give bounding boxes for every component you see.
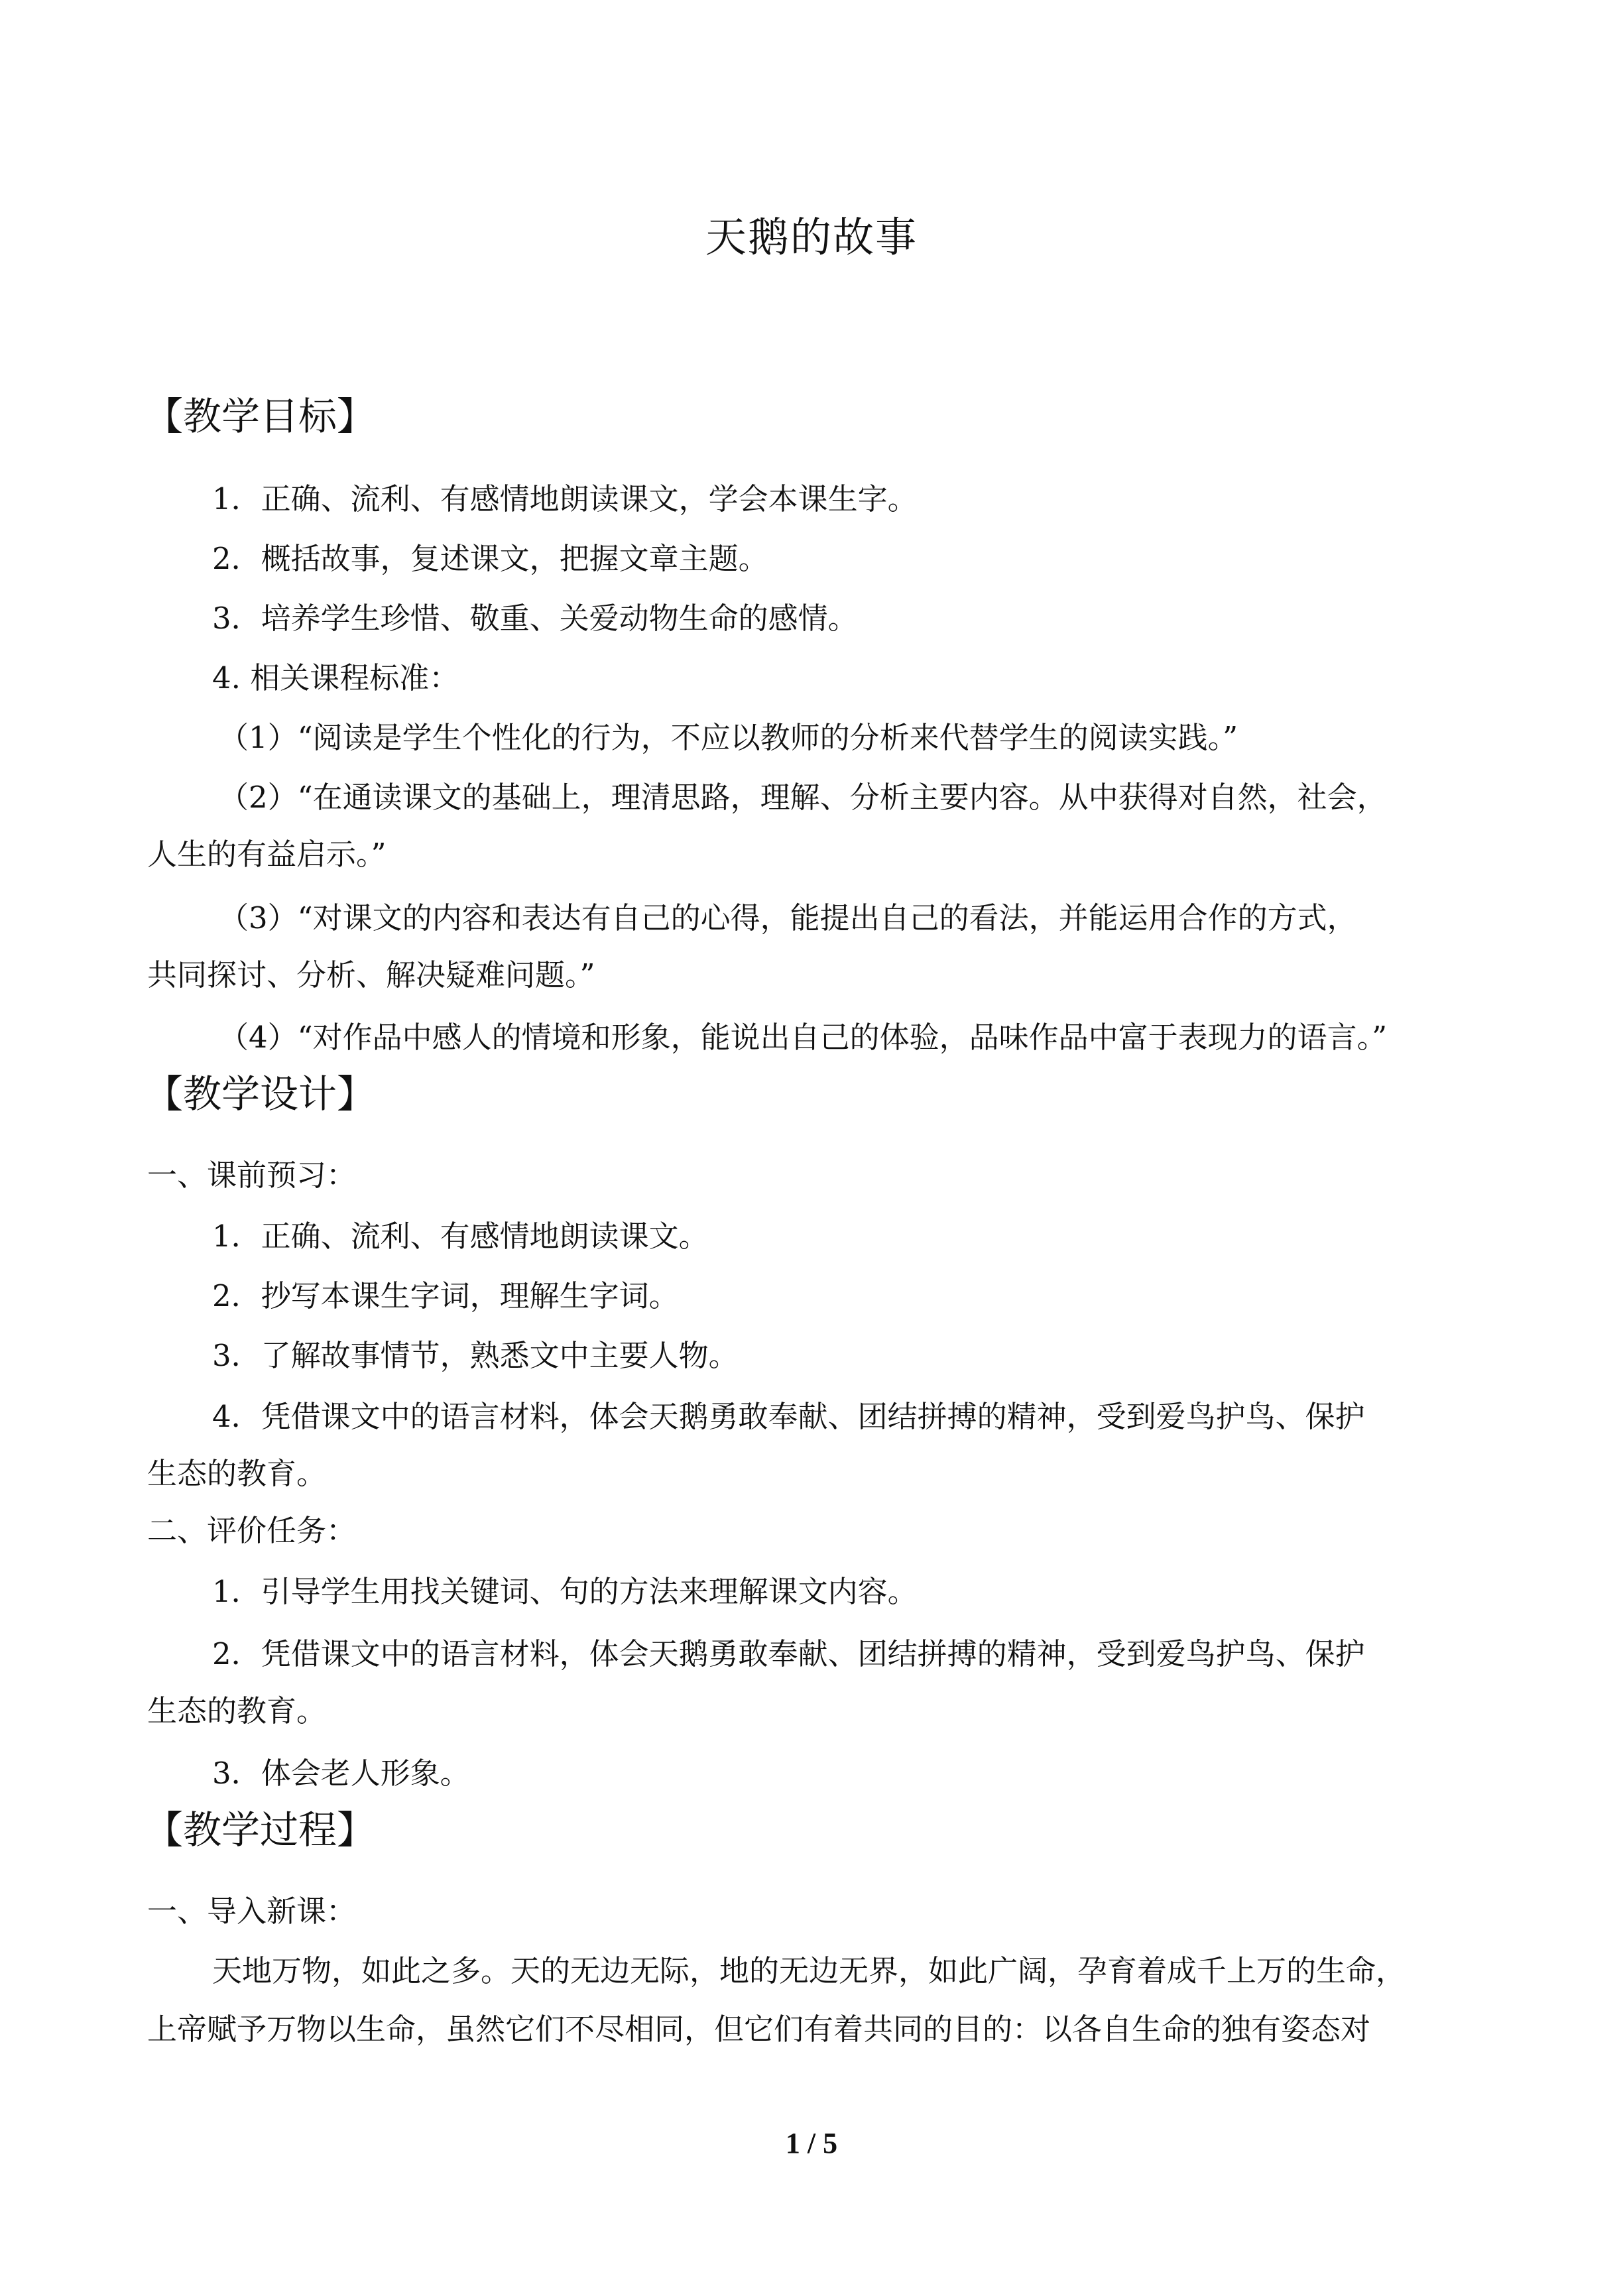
objective-item: 3．培养学生珍惜、敬重、关爱动物生命的感情。 <box>212 601 858 636</box>
assess-item: 1．引导学生用找关键词、句的方法来理解课文内容。 <box>212 1574 918 1609</box>
preview-item: 1．正确、流利、有感情地朗读课文。 <box>212 1219 709 1254</box>
process-heading: 【教学过程】 <box>145 1807 376 1852</box>
standard-item-continued: 共同探讨、分析、解决疑难问题。” <box>147 957 595 993</box>
preview-item: 4．凭借课文中的语言材料，体会天鹅勇敢奉献、团结拼搏的精神，受到爱鸟护鸟、保护 <box>212 1399 1365 1434</box>
standard-item: （4）“对作品中感人的情境和形象，能说出自己的体验，品味作品中富于表现力的语言。” <box>219 1020 1388 1055</box>
standard-item: （3）“对课文的内容和表达有自己的心得，能提出自己的看法，并能运用合作的方式， <box>219 900 1357 936</box>
document-title: 天鹅的故事 <box>705 213 918 261</box>
objective-item: 4. 相关课程标准： <box>212 660 459 695</box>
intro-paragraph-line: 天地万物，如此之多。天的无边无际，地的无边无界，如此广阔，孕育着成千上万的生命， <box>212 1953 1406 1988</box>
objectives-heading: 【教学目标】 <box>145 394 376 439</box>
intro-paragraph-line: 上帝赋予万物以生命，虽然它们不尽相同，但它们有着共同的目的：以各自生命的独有姿态对 <box>147 2012 1371 2047</box>
assess-title: 二、评价任务： <box>147 1513 357 1548</box>
standard-item: （2）“在通读课文的基础上，理清思路，理解、分析主要内容。从中获得对自然，社会， <box>219 780 1387 815</box>
objective-item: 1．正确、流利、有感情地朗读课文，学会本课生字。 <box>212 481 918 516</box>
preview-item: 3．了解故事情节，熟悉文中主要人物。 <box>212 1338 739 1373</box>
assess-item-continued: 生态的教育。 <box>147 1693 327 1728</box>
preview-title: 一、课前预习： <box>147 1158 357 1193</box>
preview-item-continued: 生态的教育。 <box>147 1456 327 1491</box>
intro-title: 一、导入新课： <box>147 1894 357 1929</box>
standard-item-continued: 人生的有益启示。” <box>147 837 387 872</box>
standard-item: （1）“阅读是学生个性化的行为，不应以教师的分析来代替学生的阅读实践。” <box>219 720 1238 755</box>
page-number: 1 / 5 <box>785 2127 838 2159</box>
objective-item: 2．概括故事，复述课文，把握文章主题。 <box>212 541 768 576</box>
assess-item: 3．体会老人形象。 <box>212 1756 470 1791</box>
design-heading: 【教学设计】 <box>145 1071 376 1117</box>
assess-item: 2．凭借课文中的语言材料，体会天鹅勇敢奉献、团结拼搏的精神，受到爱鸟护鸟、保护 <box>212 1636 1365 1671</box>
preview-item: 2．抄写本课生字词，理解生字词。 <box>212 1278 679 1313</box>
